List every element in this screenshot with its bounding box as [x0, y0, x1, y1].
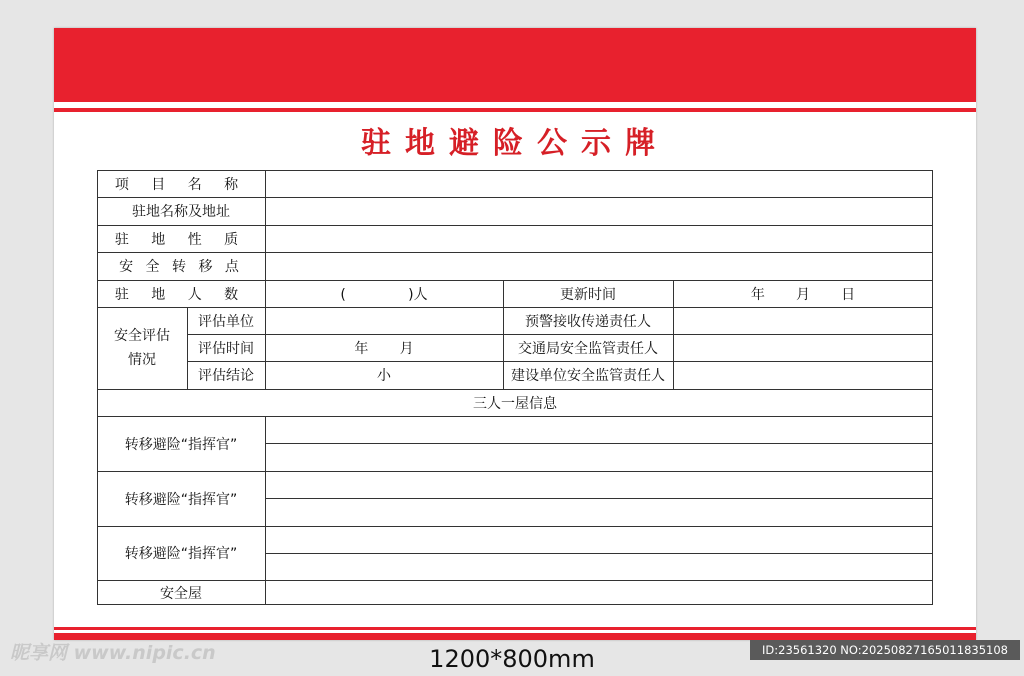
watermark-left: 昵享网 www.nipic.cn [10, 642, 216, 664]
label-commander-1: 转移避险“指挥官” [124, 436, 238, 453]
label-traffic-bureau: 交通局安全监管责任人 [518, 340, 658, 357]
label-commander-2: 转移避险“指挥官” [124, 491, 238, 508]
assess-time-value: 年 月 [354, 340, 414, 357]
label-project-name: 项 目 名 称 [114, 176, 248, 193]
label-station-headcount: 驻 地 人 数 [114, 286, 248, 303]
label-assess-conclusion: 评估结论 [198, 368, 254, 384]
label-safety-assessment: 安全评估情况 [114, 328, 170, 368]
headcount-value: ( )人 [340, 286, 428, 303]
red-header-band [54, 28, 976, 102]
label-warning-receiver: 预警接收传递责任人 [525, 313, 651, 330]
watermark-id: ID:23561320 NO:20250827165011835108 [750, 640, 1020, 660]
label-assess-unit: 评估单位 [198, 313, 254, 330]
label-assess-time: 评估时间 [198, 340, 254, 357]
label-station-name-address: 驻地名称及地址 [132, 204, 230, 220]
assess-conclusion-value: 小 [377, 368, 391, 384]
label-safe-transfer-point: 安 全 转 移 点 [119, 259, 243, 275]
board-title: 驻地避险公示牌 [361, 126, 669, 161]
label-three-persons-info: 三人一屋信息 [473, 395, 557, 412]
size-caption: 1200*800mm [429, 645, 595, 673]
label-safe-house: 安全屋 [160, 585, 202, 602]
label-construction-unit: 建设单位安全监管责任人 [511, 368, 665, 384]
info-table [97, 170, 933, 605]
label-update-time: 更新时间 [560, 286, 616, 303]
label-commander-3: 转移避险“指挥官” [124, 546, 238, 562]
label-station-nature: 驻 地 性 质 [114, 231, 248, 248]
red-header-line [54, 108, 976, 112]
red-footer-band [54, 633, 976, 640]
red-footer-line [54, 627, 976, 630]
update-date-value: 年 月 日 [750, 286, 856, 303]
